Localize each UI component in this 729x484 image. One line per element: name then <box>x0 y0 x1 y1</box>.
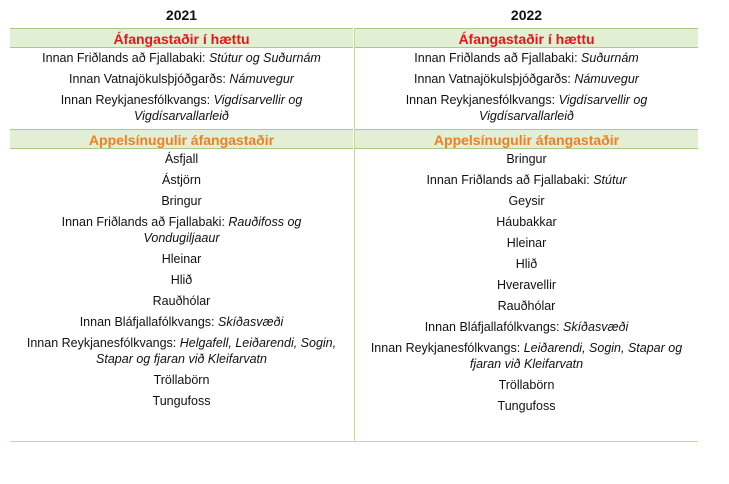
item-detail: Suðurnám <box>581 51 639 65</box>
item-detail: Rauðifoss og Vondugiljaaur <box>143 215 302 245</box>
item-label: Innan Vatnajökulsþjóðgarðs: <box>414 72 575 86</box>
item-detail: Námuvegur <box>574 72 639 86</box>
list-item <box>10 370 353 391</box>
danger-section-heading: Áfangastaðir í hættu <box>10 28 353 48</box>
item-label: Bringur <box>161 194 202 208</box>
item-label: Rauðhólar <box>152 294 211 308</box>
item-label: Hleinar <box>506 236 547 250</box>
list-item <box>355 338 698 375</box>
list-item <box>10 391 353 412</box>
item-detail: Vigdísarvellir og Vigdísarvallarleið <box>134 93 303 123</box>
table-bottom-rule <box>10 441 698 442</box>
list-item <box>355 212 698 233</box>
item-detail: Helgafell, Leiðarendi, Sogin, Stapar og fjaran við Kleifarvatn <box>96 336 337 366</box>
list-item <box>10 69 353 90</box>
item-label: Geysir <box>508 194 545 208</box>
item-label: Rauðhólar <box>497 299 556 313</box>
orange-section-heading: Appelsínugulir áfangastaðir <box>355 129 698 149</box>
list-item <box>355 149 698 170</box>
item-label: Innan Reykjanesfólkvangs: <box>370 341 524 355</box>
list-item <box>355 69 698 90</box>
list-item <box>355 296 698 317</box>
item-label: Tröllabörn <box>498 378 555 392</box>
item-label: Hleinar <box>161 252 202 266</box>
item-label: Ásfjall <box>164 152 199 166</box>
list-item <box>355 275 698 296</box>
year-heading: 2022 <box>510 7 543 23</box>
item-label: Hlið <box>515 257 538 271</box>
list-item <box>355 233 698 254</box>
item-detail: Skíðasvæði <box>217 315 284 329</box>
list-item <box>355 48 698 69</box>
item-detail: Stútur <box>593 173 627 187</box>
list-item <box>10 48 353 69</box>
list-item <box>355 375 698 396</box>
item-label: Innan Friðlands að Fjallabaki: <box>42 51 209 65</box>
item-label: Tröllabörn <box>153 373 210 387</box>
list-item <box>10 212 353 249</box>
list-item <box>355 170 698 191</box>
orange-section-heading: Appelsínugulir áfangastaðir <box>10 129 353 149</box>
item-detail: Skíðasvæði <box>562 320 629 334</box>
list-item <box>10 149 353 170</box>
list-item <box>355 90 698 127</box>
list-item <box>355 396 698 417</box>
item-label: Hveravellir <box>496 278 557 292</box>
item-label: Innan Reykjanesfólkvangs: <box>60 93 214 107</box>
item-label: Innan Friðlands að Fjallabaki: <box>414 51 582 65</box>
item-label: Innan Reykjanesfólkvangs: <box>405 93 559 107</box>
item-label: Tungufoss <box>497 399 556 413</box>
column-2022 <box>355 0 698 417</box>
list-item <box>10 191 353 212</box>
item-label: Innan Bláfjallafólkvangs: <box>79 315 218 329</box>
item-detail: Námuvegur <box>229 72 294 86</box>
list-item <box>10 312 353 333</box>
list-item <box>10 249 353 270</box>
item-label: Innan Friðlands að Fjallabaki: <box>61 215 229 229</box>
item-label: Innan Friðlands að Fjallabaki: <box>426 173 594 187</box>
item-detail: Stútur og Suðurnám <box>208 51 321 65</box>
item-detail: Vigdísarvellir og Vigdísarvallarleið <box>479 93 648 123</box>
item-detail: Leiðarendi, Sogin, Stapar og fjaran við Kleifarvatn <box>469 341 683 371</box>
year-heading: 2021 <box>165 7 198 23</box>
list-item <box>10 90 353 127</box>
list-item <box>355 254 698 275</box>
list-item <box>10 333 353 370</box>
item-label: Hlið <box>170 273 193 287</box>
list-item <box>10 170 353 191</box>
item-label: Innan Vatnajökulsþjóðgarðs: <box>69 72 230 86</box>
item-label: Bringur <box>506 152 547 166</box>
danger-section-heading: Áfangastaðir í hættu <box>355 28 698 48</box>
column-2021 <box>10 0 353 412</box>
list-item <box>10 270 353 291</box>
list-item <box>10 291 353 312</box>
item-label: Tungufoss <box>152 394 211 408</box>
list-item <box>355 317 698 338</box>
item-label: Innan Reykjanesfólkvangs: <box>26 336 180 350</box>
item-label: Innan Bláfjallafólkvangs: <box>424 320 563 334</box>
item-label: Háubakkar <box>496 215 557 229</box>
item-label: Ástjörn <box>162 173 201 187</box>
list-item <box>355 191 698 212</box>
